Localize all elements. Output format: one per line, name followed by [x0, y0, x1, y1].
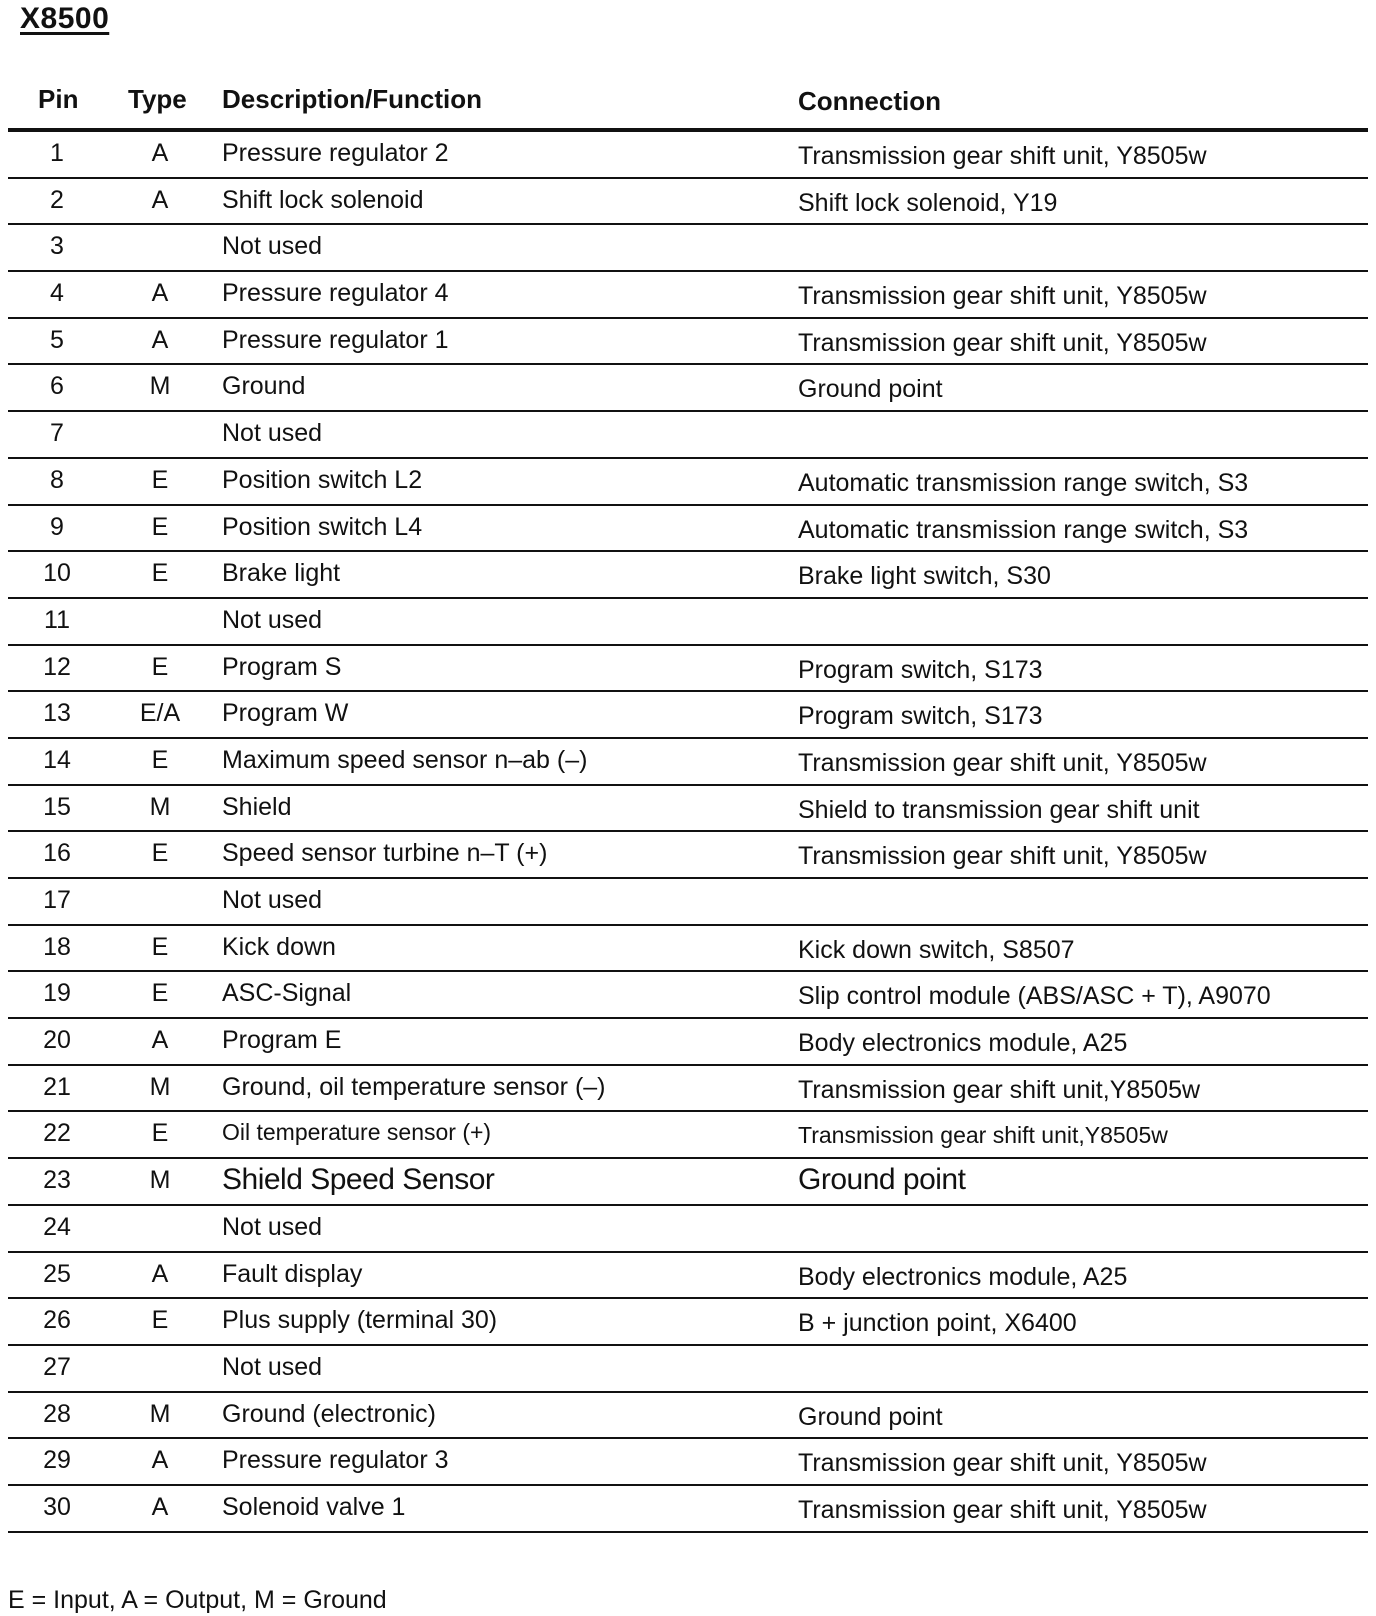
type-cell: E: [151, 745, 169, 774]
description-cell: Maximum speed sensor n–ab (–): [222, 745, 588, 774]
type-cell: E: [151, 652, 169, 681]
table-row: [8, 1159, 1368, 1206]
connection-cell: Transmission gear shift unit, Y8505w: [798, 842, 1207, 871]
pin-cell: 23: [43, 1166, 71, 1195]
connection-cell: Transmission gear shift unit,Y8505w: [798, 1122, 1168, 1149]
pin-cell: 25: [43, 1259, 71, 1288]
description-cell: Not used: [222, 605, 323, 634]
table-row: [8, 365, 1368, 412]
description-cell: Kick down: [222, 932, 336, 961]
table-row: [8, 412, 1368, 459]
type-cell: M: [149, 372, 171, 401]
table-row: [8, 1486, 1368, 1533]
table-row: [8, 1253, 1368, 1300]
connection-cell: Transmission gear shift unit, Y8505w: [798, 1495, 1207, 1524]
connection-cell: Ground point: [798, 375, 943, 404]
description-cell: Pressure regulator 2: [222, 139, 449, 167]
pin-cell: 13: [43, 699, 71, 728]
table-row: [8, 179, 1368, 226]
table-row: [8, 1299, 1368, 1346]
connection-cell: Ground point: [798, 1402, 943, 1431]
connection-cell: Transmission gear shift unit,Y8505w: [798, 1075, 1201, 1104]
table-row: [8, 225, 1368, 272]
table-row: [8, 879, 1368, 926]
pin-cell: 11: [44, 605, 70, 634]
type-cell: E: [151, 1306, 169, 1335]
header-connection: Connection: [798, 86, 941, 116]
type-cell: A: [151, 1259, 169, 1288]
table-row: [8, 786, 1368, 833]
table-header: [8, 78, 1368, 128]
pin-cell: 20: [43, 1026, 71, 1055]
table-row: [8, 692, 1368, 739]
connection-cell: Transmission gear shift unit, Y8505w: [798, 328, 1207, 357]
type-cell: A: [151, 139, 169, 167]
description-cell: Oil temperature sensor (+): [222, 1119, 492, 1146]
connection-cell: Transmission gear shift unit, Y8505w: [798, 748, 1207, 777]
description-cell: Ground: [222, 372, 306, 401]
description-cell: Not used: [222, 1352, 323, 1381]
type-cell: M: [149, 1166, 171, 1195]
connection-cell: Automatic transmission range switch, S3: [798, 468, 1249, 497]
pin-table: [8, 132, 1368, 1533]
pin-cell: 22: [43, 1119, 71, 1148]
type-cell: E: [151, 1119, 169, 1148]
type-cell: E/A: [139, 699, 181, 728]
table-row: [8, 552, 1368, 599]
table-row: [8, 646, 1368, 693]
description-cell: Pressure regulator 3: [222, 1446, 449, 1475]
connection-cell: Program switch, S173: [798, 655, 1043, 684]
table-row: [8, 459, 1368, 506]
type-cell: E: [151, 839, 169, 868]
pin-cell: 30: [43, 1492, 71, 1521]
header-pin: Pin: [38, 84, 79, 114]
description-cell: Program S: [222, 652, 342, 681]
connection-cell: Transmission gear shift unit, Y8505w: [798, 1449, 1207, 1478]
connection-cell: Kick down switch, S8507: [798, 935, 1075, 964]
table-row: [8, 1112, 1368, 1159]
type-cell: A: [151, 185, 169, 214]
pin-cell: 24: [43, 1212, 71, 1241]
connection-cell: Transmission gear shift unit, Y8505w: [798, 282, 1207, 311]
pin-cell: 6: [50, 372, 64, 401]
description-cell: Program W: [222, 699, 349, 728]
pin-cell: 19: [43, 979, 71, 1008]
pin-cell: 14: [43, 745, 71, 774]
table-row: [8, 1393, 1368, 1440]
table-row: [8, 1019, 1368, 1066]
description-cell: Program E: [222, 1026, 342, 1055]
pin-cell: 15: [43, 792, 71, 821]
table-row: [8, 1346, 1368, 1393]
pin-cell: 1: [50, 139, 64, 167]
table-row: [8, 319, 1368, 366]
description-cell: Solenoid valve 1: [222, 1492, 406, 1521]
description-cell: Shift lock solenoid: [222, 185, 424, 214]
header-type: Type: [128, 84, 187, 114]
connection-cell: Body electronics module, A25: [798, 1029, 1128, 1058]
connection-cell: Shield to transmission gear shift unit: [798, 795, 1200, 824]
pin-cell: 29: [43, 1446, 71, 1475]
connection-cell: Transmission gear shift unit, Y8505w: [798, 142, 1207, 170]
pin-cell: 21: [43, 1072, 71, 1101]
pin-cell: 18: [43, 932, 71, 961]
pin-cell: 2: [50, 185, 64, 214]
description-cell: Not used: [222, 232, 323, 261]
pin-cell: 7: [50, 419, 64, 448]
type-cell: A: [151, 279, 169, 308]
connection-cell: Slip control module (ABS/ASC + T), A9070: [798, 982, 1271, 1011]
type-cell: A: [151, 1026, 169, 1055]
type-cell: A: [151, 325, 169, 354]
description-cell: Not used: [222, 886, 323, 914]
table-row: [8, 926, 1368, 973]
pin-cell: 28: [43, 1399, 71, 1428]
description-cell: Fault display: [222, 1259, 363, 1288]
connection-cell: Ground point: [798, 1163, 966, 1197]
pin-cell: 12: [43, 652, 71, 681]
table-row: [8, 1066, 1368, 1113]
description-cell: Shield Speed Sensor: [222, 1163, 495, 1197]
table-row: [8, 832, 1368, 879]
table-row: [8, 1439, 1368, 1486]
pin-cell: 5: [50, 325, 64, 354]
type-legend: E = Input, A = Output, M = Ground: [8, 1586, 387, 1614]
table-row: [8, 972, 1368, 1019]
table-row: [8, 132, 1368, 179]
description-cell: Position switch L4: [222, 512, 423, 541]
table-row: [8, 739, 1368, 786]
type-cell: M: [149, 1399, 171, 1428]
pin-cell: 16: [43, 839, 71, 868]
type-cell: E: [151, 979, 169, 1008]
description-cell: Not used: [222, 419, 323, 448]
type-cell: A: [151, 1492, 169, 1521]
description-cell: Position switch L2: [222, 465, 423, 494]
connector-title: X8500: [20, 2, 110, 35]
description-cell: Ground (electronic): [222, 1399, 436, 1428]
type-cell: M: [149, 1072, 171, 1101]
pin-cell: 8: [50, 465, 64, 494]
description-cell: Brake light: [222, 559, 341, 588]
connection-cell: Brake light switch, S30: [798, 562, 1051, 591]
table-row: [8, 1206, 1368, 1253]
type-cell: E: [151, 512, 169, 541]
pin-cell: 17: [43, 886, 71, 914]
type-cell: E: [151, 559, 169, 588]
header-description: Description/Function: [222, 84, 482, 114]
connection-cell: Shift lock solenoid, Y19: [798, 188, 1058, 217]
type-cell: E: [151, 465, 169, 494]
table-row: [8, 506, 1368, 553]
pin-cell: 9: [50, 512, 64, 541]
table-row: [8, 599, 1368, 646]
description-cell: Not used: [222, 1212, 323, 1241]
connection-cell: B + junction point, X6400: [798, 1309, 1077, 1338]
pin-cell: 10: [43, 559, 71, 588]
connection-cell: Body electronics module, A25: [798, 1262, 1128, 1291]
table-row: [8, 272, 1368, 319]
description-cell: Plus supply (terminal 30): [222, 1306, 498, 1335]
type-cell: A: [151, 1446, 169, 1475]
type-cell: M: [149, 792, 171, 821]
connection-cell: Automatic transmission range switch, S3: [798, 515, 1249, 544]
pin-cell: 4: [50, 279, 64, 308]
description-cell: Pressure regulator 1: [222, 325, 449, 354]
type-cell: E: [151, 932, 169, 961]
description-cell: Ground, oil temperature sensor (–): [222, 1072, 606, 1101]
description-cell: Pressure regulator 4: [222, 279, 449, 308]
description-cell: Speed sensor turbine n–T (+): [222, 839, 548, 868]
description-cell: ASC-Signal: [222, 979, 352, 1008]
pin-cell: 3: [50, 232, 64, 261]
pin-cell: 27: [43, 1352, 71, 1381]
description-cell: Shield: [222, 792, 292, 821]
pin-cell: 26: [43, 1306, 71, 1335]
connection-cell: Program switch, S173: [798, 702, 1043, 731]
